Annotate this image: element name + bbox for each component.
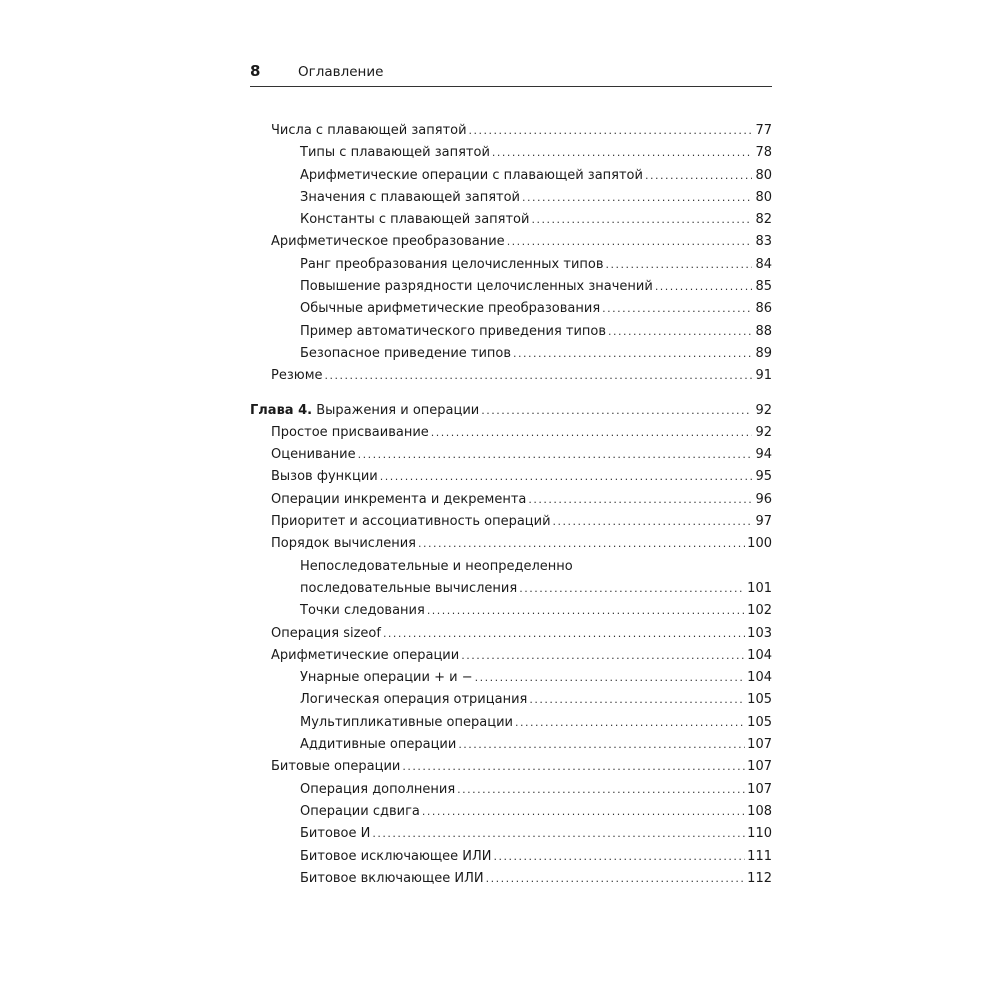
toc-leader-dots bbox=[372, 823, 745, 845]
page-number: 8 bbox=[250, 62, 261, 80]
toc-entry-title: Ранг преобразования целочисленных типов bbox=[300, 254, 606, 276]
toc-entry-title: Битовое включающее ИЛИ bbox=[300, 868, 486, 890]
toc-entry-page: 108 bbox=[747, 803, 772, 819]
toc-entry-title: Логическая операция отрицания bbox=[300, 689, 529, 711]
toc-entry-title: Вызов функции bbox=[271, 466, 380, 488]
toc-entry bbox=[271, 120, 772, 142]
toc-leader-dots bbox=[515, 712, 745, 734]
page-header bbox=[250, 62, 772, 86]
toc-entry bbox=[300, 142, 772, 164]
toc-leader-dots bbox=[431, 422, 752, 444]
chapter-name: Выражения и операции bbox=[312, 402, 480, 418]
toc-entry-page: 110 bbox=[747, 826, 772, 842]
toc-leader-dots bbox=[422, 801, 745, 823]
toc-leader-dots bbox=[602, 298, 752, 320]
toc-entry bbox=[300, 343, 772, 365]
toc-entry-title: Константы с плавающей запятой bbox=[300, 209, 531, 231]
toc-entry bbox=[300, 779, 772, 801]
toc-entry bbox=[300, 823, 772, 845]
toc-entry-page: 105 bbox=[747, 714, 772, 730]
toc-entry bbox=[300, 689, 772, 711]
toc-entry-title: Значения с плавающей запятой bbox=[300, 187, 522, 209]
toc-leader-dots bbox=[481, 400, 752, 422]
toc-entry-page: 91 bbox=[755, 368, 772, 384]
toc-entry-title: Безопасное приведение типов bbox=[300, 343, 513, 365]
toc-entry-title: Битовое исключающее ИЛИ bbox=[300, 846, 494, 868]
toc-leader-dots bbox=[486, 868, 746, 890]
toc-entry-title: Простое присваивание bbox=[271, 422, 431, 444]
toc-entry-page: 102 bbox=[747, 603, 772, 619]
toc-entry-title: Арифметическое преобразование bbox=[271, 231, 507, 253]
toc-leader-dots bbox=[494, 846, 746, 868]
toc-entry-title-line2: последовательные вычисления bbox=[300, 578, 519, 600]
toc-leader-dots bbox=[380, 466, 752, 488]
toc-leader-dots bbox=[418, 533, 745, 555]
toc-entry bbox=[300, 712, 772, 734]
toc-entry bbox=[271, 365, 772, 387]
toc-leader-dots bbox=[655, 276, 752, 298]
toc-entry-page: 77 bbox=[755, 123, 772, 138]
toc-leader-dots bbox=[383, 623, 745, 645]
toc-entry-page: 89 bbox=[755, 345, 772, 361]
toc-entry bbox=[300, 254, 772, 276]
toc-entry bbox=[300, 298, 772, 320]
toc-entry-page: 92 bbox=[755, 424, 772, 440]
toc-leader-dots bbox=[469, 120, 752, 142]
toc-leader-dots bbox=[458, 734, 745, 756]
toc-entry bbox=[300, 165, 772, 187]
toc-entry-title-line1: Непоследовательные и неопределенно bbox=[300, 556, 575, 578]
toc-entry-title: Операции сдвига bbox=[300, 801, 422, 823]
toc-entry-title: Арифметические операции с плавающей запятой bbox=[300, 165, 645, 187]
toc-entry-title: Арифметические операции bbox=[271, 645, 461, 667]
toc-entry-page: 111 bbox=[747, 848, 772, 864]
toc-leader-dots bbox=[492, 142, 752, 164]
toc-leader-dots bbox=[528, 489, 752, 511]
toc-entry-page: 80 bbox=[755, 189, 772, 205]
toc-entry bbox=[271, 231, 772, 253]
toc-entry-page: 85 bbox=[755, 279, 772, 295]
toc-entry bbox=[271, 511, 772, 533]
toc-entry-page: 84 bbox=[755, 256, 772, 272]
toc-entry-title: Битовые операции bbox=[271, 756, 402, 778]
toc-entry-title: Аддитивные операции bbox=[300, 734, 458, 756]
toc-entry-title: Битовое И bbox=[300, 823, 372, 845]
toc-entry-title: Порядок вычисления bbox=[271, 533, 418, 555]
toc-entry-page: 103 bbox=[747, 625, 772, 641]
toc-entry bbox=[300, 846, 772, 868]
chapter-label: Глава 4. bbox=[250, 402, 313, 418]
toc-entry-page: 105 bbox=[747, 692, 772, 708]
toc-chapter-entry bbox=[250, 400, 772, 422]
toc-entry bbox=[271, 623, 772, 645]
toc-entry-page: 86 bbox=[755, 301, 772, 317]
toc-leader-dots bbox=[325, 365, 753, 387]
toc-entry-page: 78 bbox=[755, 145, 772, 161]
toc-entry-page: 80 bbox=[755, 167, 772, 183]
toc-entry-page: 83 bbox=[755, 234, 772, 250]
toc-leader-dots bbox=[461, 645, 745, 667]
toc-leader-dots bbox=[427, 600, 745, 622]
toc-entry-page: 104 bbox=[747, 647, 772, 663]
toc-entry bbox=[300, 276, 772, 298]
toc-entry-page: 82 bbox=[755, 212, 772, 228]
toc-entry bbox=[300, 801, 772, 823]
toc-entry bbox=[271, 645, 772, 667]
toc-entry-title: Числа с плавающей запятой bbox=[271, 120, 469, 142]
toc-entry-title: Операции инкремента и декремента bbox=[271, 489, 528, 511]
toc-entry bbox=[300, 209, 772, 231]
toc-entry-page: 94 bbox=[755, 447, 772, 463]
toc-entry bbox=[300, 868, 772, 890]
toc-leader-dots bbox=[519, 578, 745, 600]
toc-entry-page: 107 bbox=[747, 759, 772, 775]
toc-entry-page: 107 bbox=[747, 737, 772, 753]
toc-leader-dots bbox=[522, 187, 752, 209]
toc-entry bbox=[271, 466, 772, 488]
toc-leader-dots bbox=[529, 689, 745, 711]
toc-entry-title: Типы с плавающей запятой bbox=[300, 142, 492, 164]
toc-entry bbox=[271, 444, 772, 466]
toc-entry-title: Повышение разрядности целочисленных значений bbox=[300, 276, 655, 298]
toc-leader-dots bbox=[606, 254, 752, 276]
toc-entry bbox=[300, 667, 772, 689]
toc-entry bbox=[300, 321, 772, 343]
toc-entry bbox=[271, 422, 772, 444]
toc-entry-title: Приоритет и ассоциативность операций bbox=[271, 511, 553, 533]
toc-entry-title: Операция дополнения bbox=[300, 779, 457, 801]
toc-entry-page: 112 bbox=[747, 870, 772, 886]
toc-entry-title: Оценивание bbox=[271, 444, 358, 466]
toc-entry bbox=[271, 489, 772, 511]
toc-entry-title: Операция sizeof bbox=[271, 623, 383, 645]
toc-entry-page: 97 bbox=[755, 514, 772, 530]
toc-entry-title: Мультипликативные операции bbox=[300, 712, 515, 734]
toc-entry-title: Унарные операции + и − bbox=[300, 667, 475, 689]
toc-entry bbox=[271, 756, 772, 778]
toc-leader-dots bbox=[457, 779, 745, 801]
toc-entry-title: Точки следования bbox=[300, 600, 427, 622]
toc-leader-dots bbox=[402, 756, 745, 778]
header-rule bbox=[250, 86, 772, 87]
toc-entry-page: 101 bbox=[747, 580, 772, 596]
toc-entry-page: 92 bbox=[755, 402, 772, 418]
toc-leader-dots bbox=[358, 444, 752, 466]
toc-entry bbox=[300, 556, 772, 601]
toc-entry bbox=[300, 187, 772, 209]
toc-leader-dots bbox=[553, 511, 752, 533]
toc-leader-dots bbox=[507, 231, 752, 253]
toc-leader-dots bbox=[608, 321, 752, 343]
toc-leader-dots bbox=[531, 209, 752, 231]
table-of-contents bbox=[250, 120, 772, 890]
toc-leader-dots bbox=[645, 165, 752, 187]
toc-entry-page: 100 bbox=[747, 536, 772, 552]
running-title: Оглавление bbox=[298, 64, 384, 80]
toc-entry-page: 95 bbox=[755, 469, 772, 485]
toc-entry-title: Пример автоматического приведения типов bbox=[300, 321, 608, 343]
toc-entry-title: Обычные арифметические преобразования bbox=[300, 298, 602, 320]
toc-entry-title: Резюме bbox=[271, 365, 325, 387]
toc-entry-page: 107 bbox=[747, 781, 772, 797]
toc-entry bbox=[271, 533, 772, 555]
toc-entry-page: 96 bbox=[755, 491, 772, 507]
toc-entry-page: 104 bbox=[747, 670, 772, 686]
toc-chapter-title bbox=[250, 400, 481, 422]
toc-leader-dots bbox=[513, 343, 752, 365]
toc-entry bbox=[300, 734, 772, 756]
toc-leader-dots bbox=[475, 667, 746, 689]
toc-entry-page: 88 bbox=[755, 323, 772, 339]
toc-entry bbox=[300, 600, 772, 622]
